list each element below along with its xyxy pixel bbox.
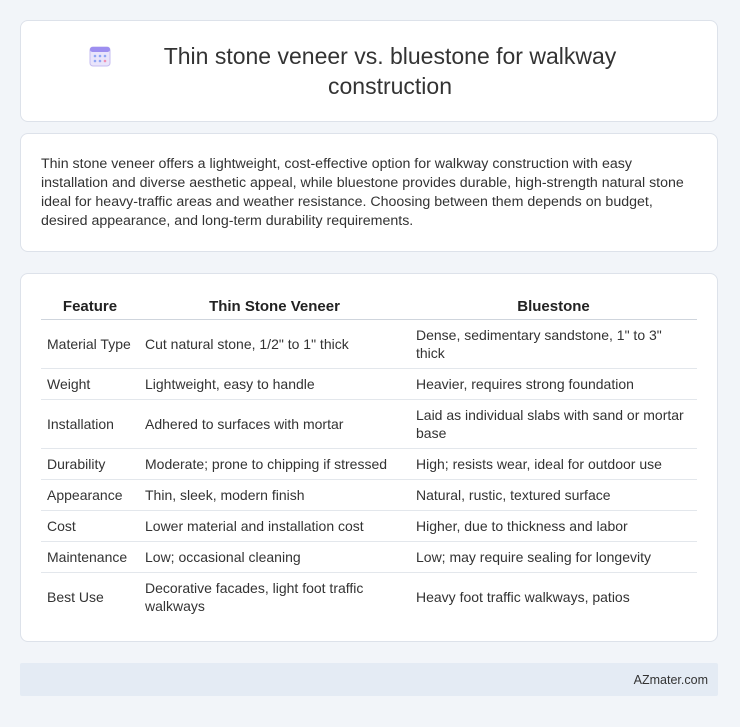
column-header-feature: Feature [41,294,139,320]
thin-stone-veneer-cell: Thin, sleek, modern finish [139,480,410,511]
feature-cell: Installation [41,400,139,449]
bluestone-cell: Higher, due to thickness and labor [410,511,697,542]
thin-stone-veneer-cell: Moderate; prone to chipping if stressed [139,449,410,480]
feature-cell: Maintenance [41,542,139,573]
table-row [41,573,697,622]
thin-stone-veneer-cell: Decorative facades, light foot traffic walkways [145,580,364,614]
bluestone-cell: Heavy foot traffic walkways, patios [416,589,630,605]
column-header-thin-stone-veneer: Thin Stone Veneer [139,294,410,320]
comparison-table-card [20,273,718,642]
title-wrap [89,41,649,101]
table-row [41,369,697,400]
bluestone-cell: Natural, rustic, textured surface [410,480,697,511]
table-row [41,511,697,542]
table-row [41,480,697,511]
summary-card [20,133,718,252]
table-row [41,400,697,449]
thin-stone-veneer-cell: Lightweight, easy to handle [139,369,410,400]
page-title: Thin stone veneer vs. bluestone for walkway construction [163,43,617,99]
feature-cell: Cost [41,511,139,542]
table-header-row [41,294,697,320]
table-row [41,542,697,573]
thin-stone-veneer-cell: Adhered to surfaces with mortar [139,400,410,449]
thin-stone-veneer-cell: Low; occasional cleaning [139,542,410,573]
table-row [41,320,697,369]
bluestone-cell: Dense, sedimentary sandstone, 1" to 3" thick [410,320,697,369]
column-header-bluestone: Bluestone [410,294,697,320]
footer-brand: AZmater.com [633,672,708,687]
calendar-icon [89,45,111,67]
feature-cell: Durability [41,449,139,480]
bluestone-cell: Low; may require sealing for longevity [410,542,697,573]
table-row [41,449,697,480]
bluestone-cell: Laid as individual slabs with sand or mortar base [410,400,697,449]
summary-text: Thin stone veneer offers a lightweight, cost-effective option for walkway construction with easy installation and diverse aesthetic appeal, while bluestone provides durable, high-strength natural stone ideal for heavy-traffic areas and weather resistance. Choosing between them depends on budget, desired appearance, and long-term durability requirements. [41,156,684,229]
title-card [20,20,718,122]
feature-cell: Material Type [41,320,139,369]
feature-cell: Weight [41,369,139,400]
bluestone-cell: Heavier, requires strong foundation [410,369,697,400]
comparison-table [41,294,697,621]
bluestone-cell: High; resists wear, ideal for outdoor use [410,449,697,480]
thin-stone-veneer-cell: Lower material and installation cost [139,511,410,542]
footer-bar [20,663,718,696]
feature-cell: Best Use [47,589,104,605]
thin-stone-veneer-cell: Cut natural stone, 1/2" to 1" thick [139,320,410,369]
feature-cell: Appearance [41,480,139,511]
